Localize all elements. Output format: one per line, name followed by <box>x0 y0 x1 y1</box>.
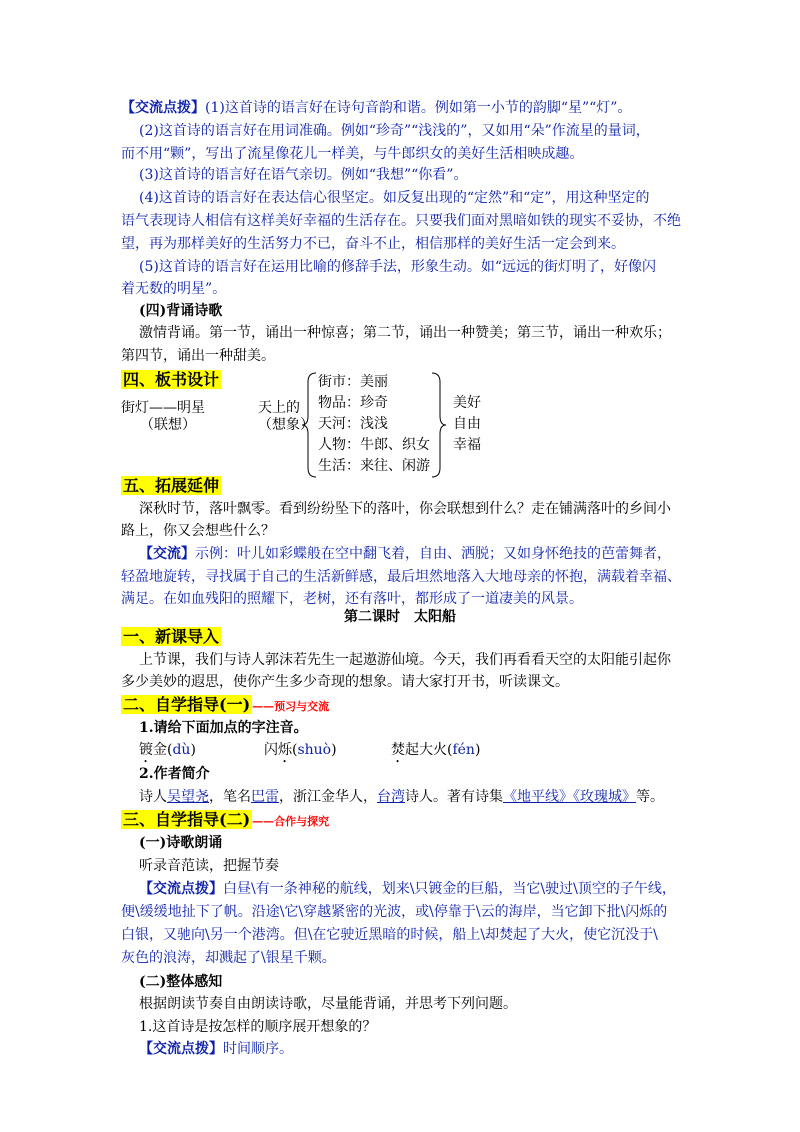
exchange-tag: 【交流点拨】 <box>139 881 223 897</box>
rhythm-line-1 <box>139 879 676 900</box>
rhythm-text: 白昼\有一条神秘的航线，划来\只镀金的巨船，当它\驶过\顶空的子午线， <box>223 881 676 897</box>
self-study-1-heading-text: 二、自学指导(一) <box>123 695 251 714</box>
left-brace-icon <box>300 372 318 478</box>
author-text: 等。 <box>636 789 664 805</box>
dotted-char: 镀 <box>139 742 153 758</box>
pinyin-question: 1.请给下面加点的字注音。 <box>139 720 308 736</box>
word-text: 起大火( <box>405 742 453 758</box>
self-study-2-heading <box>121 808 329 834</box>
recite-line-1: 激情背诵。第一节，诵出一种惊喜；第二节，诵出一种赞美；第三节，诵出一种欢乐； <box>139 325 671 341</box>
dotted-char: 焚 <box>391 742 405 758</box>
board-item-2: 物品：珍奇 <box>318 395 388 411</box>
recite-line-2: 第四节，诵出一种甜美。 <box>121 348 275 364</box>
perception-line: 根据朗读节奏自由朗读诗歌，尽量能背诵，并思考下列问题。 <box>139 996 517 1012</box>
reading-line: 听录音范读，把握节奏 <box>139 858 279 874</box>
exchange-tag: 【交流点拨】 <box>139 1041 223 1057</box>
extension-answer: 示例：叶儿如彩蝶般在空中翻飞着，自由、洒脱；又如身怀绝技的芭蕾舞者， <box>195 546 671 562</box>
exchange-tag: 【交流点拨】 <box>121 100 205 116</box>
analysis-line-8: (5)这首诗的语言好在运用比喻的修辞手法，形象生动。如“远远的街灯明了，好像闪 <box>139 259 656 275</box>
self-study-1-heading <box>121 693 329 719</box>
board-mid-1: 天上的 <box>258 400 300 416</box>
board-item-5: 生活：来往、闲游 <box>318 458 430 474</box>
rhythm-line-3: 白银，又驰向\另一个港湾。但\在它驶近黑暗的时候，船上\却焚起了大火，使它沉没于\ <box>121 927 658 943</box>
analysis-text: (1)这首诗的语言好在诗句音韵和谐。例如第一小节的韵脚“星”“灯”。 <box>205 100 632 116</box>
pinyin-word-2 <box>264 740 337 766</box>
pinyin-word-3 <box>391 740 480 766</box>
analysis-line-1 <box>121 98 631 119</box>
extension-heading-text: 五、拓展延伸 <box>123 476 220 495</box>
board-result-1: 美好 <box>453 395 481 411</box>
author-text: 诗人。著有诗集 <box>405 789 503 805</box>
analysis-line-3: 而不用“颗”，写出了流星像花儿一样美，与牛郎织女的美好生活相映成趣。 <box>121 146 584 162</box>
taiwan-link[interactable]: 台湾 <box>377 789 405 805</box>
analysis-line-2: (2)这首诗的语言好在用词准确。例如“珍奇”“浅浅的”，又如用“朵”作流星的量词， <box>139 123 650 139</box>
pen-name-link[interactable]: 巴雷 <box>251 789 279 805</box>
perception-heading: (二)整体感知 <box>139 974 223 990</box>
analysis-line-5: (4)这首诗的语言好在表达信心很坚定。如反复出现的“定然”和“定”，用这种坚定的 <box>139 190 650 206</box>
extension-line-2: 路上，你又会想些什么？ <box>121 523 275 539</box>
board-heading <box>121 368 221 393</box>
word-text: ) <box>190 742 196 758</box>
pinyin-word-1 <box>139 740 196 766</box>
analysis-line-4: (3)这首诗的语言好在语气亲切。例如“我想”“你看”。 <box>139 167 468 183</box>
word-text: ( <box>292 742 298 758</box>
author-heading: 2.作者简介 <box>139 766 210 782</box>
rhythm-line-4: 灰色的浪涛，却溅起了\银星千颗。 <box>121 950 336 966</box>
board-result-2: 自由 <box>453 416 481 432</box>
answer-text: 时间顺序。 <box>223 1041 293 1057</box>
board-item-3: 天河：浅浅 <box>318 416 388 432</box>
extension-line-4: 轻盈地旋转，寻找属于自己的生活新鲜感，最后坦然地落入大地母亲的怀抱，满载着幸福、 <box>121 569 681 585</box>
intro-heading-text: 一、新课导入 <box>123 627 220 646</box>
pinyin-answer: shuò <box>297 742 332 758</box>
author-name-link[interactable]: 吴望尧 <box>167 789 209 805</box>
rhythm-line-2: 便\缓缓地扯下了帆。沿途\它\穿越紧密的光波，或\停靠于\云的海岸，当它卸下批\闪烁的 <box>121 904 668 920</box>
pinyin-answer: fén <box>452 742 475 758</box>
perception-question: 1.这首诗是按怎样的顺序展开想象的？ <box>139 1019 377 1035</box>
word-text: ) <box>331 742 337 758</box>
author-line <box>139 787 664 808</box>
board-mid-2: （想象） <box>258 417 314 433</box>
board-left-2: （联想） <box>140 417 196 433</box>
board-item-1: 街市：美丽 <box>318 374 388 390</box>
book-link-2[interactable]: 《玫瑰城》 <box>573 789 636 805</box>
extension-heading <box>121 474 221 499</box>
board-heading-text: 四、板书设计 <box>123 370 220 389</box>
self-study-2-subtitle: ——合作与探究 <box>252 815 330 828</box>
extension-line-1: 深秋时节，落叶飘零。看到纷纷坠下的落叶，你会联想到什么？走在铺满落叶的乡间小 <box>139 501 671 517</box>
self-study-1-subtitle: ——预习与交流 <box>252 700 330 713</box>
reading-heading: (一)诗歌朗诵 <box>139 835 223 851</box>
word-text: 金( <box>153 742 173 758</box>
pinyin-answer: dù <box>172 742 191 758</box>
word-text: ) <box>474 742 481 758</box>
lesson-title: 第二课时 太阳船 <box>344 609 456 625</box>
author-text: ，浙江金华人， <box>279 789 377 805</box>
extension-line-5: 满足。在如血残阳的照耀下，老树，还有落叶，都形成了一道凄美的风景。 <box>121 591 583 607</box>
right-brace-icon <box>430 372 448 478</box>
board-left-1: 街灯——明星 <box>121 400 205 416</box>
exchange-tag: 【交流】 <box>139 546 195 562</box>
self-study-2-heading-text: 三、自学指导(二) <box>123 810 251 829</box>
author-text: ，笔名 <box>209 789 251 805</box>
book-link-1[interactable]: 《地平线》 <box>503 789 573 805</box>
intro-line-1: 上节课，我们与诗人郭沫若先生一起遨游仙境。今天，我们再看看天空的太阳能引起你 <box>139 652 671 668</box>
author-text: 诗人 <box>139 789 167 805</box>
dotted-char: 烁 <box>278 742 292 758</box>
perception-answer <box>139 1039 293 1060</box>
intro-heading <box>121 625 221 650</box>
board-item-4: 人物：牛郎、织女 <box>318 437 430 453</box>
word-text: 闪 <box>264 742 278 758</box>
extension-line-3 <box>139 544 671 565</box>
analysis-line-6: 语气表现诗人相信有这样美好幸福的生活存在。只要我们面对黑暗如铁的现实不妥协，不绝 <box>121 213 681 229</box>
analysis-line-9: 着无数的明星”。 <box>121 281 227 297</box>
intro-line-2: 多少美妙的遐思，使你产生多少奇现的想象。请大家打开书，听读课文。 <box>121 674 569 690</box>
analysis-line-7: 望，再为那样美好的生活努力不已，奋斗不止，相信那样的美好生活一定会到来。 <box>121 236 625 252</box>
recite-heading: (四)背诵诗歌 <box>139 303 223 319</box>
board-result-3: 幸福 <box>453 437 481 453</box>
